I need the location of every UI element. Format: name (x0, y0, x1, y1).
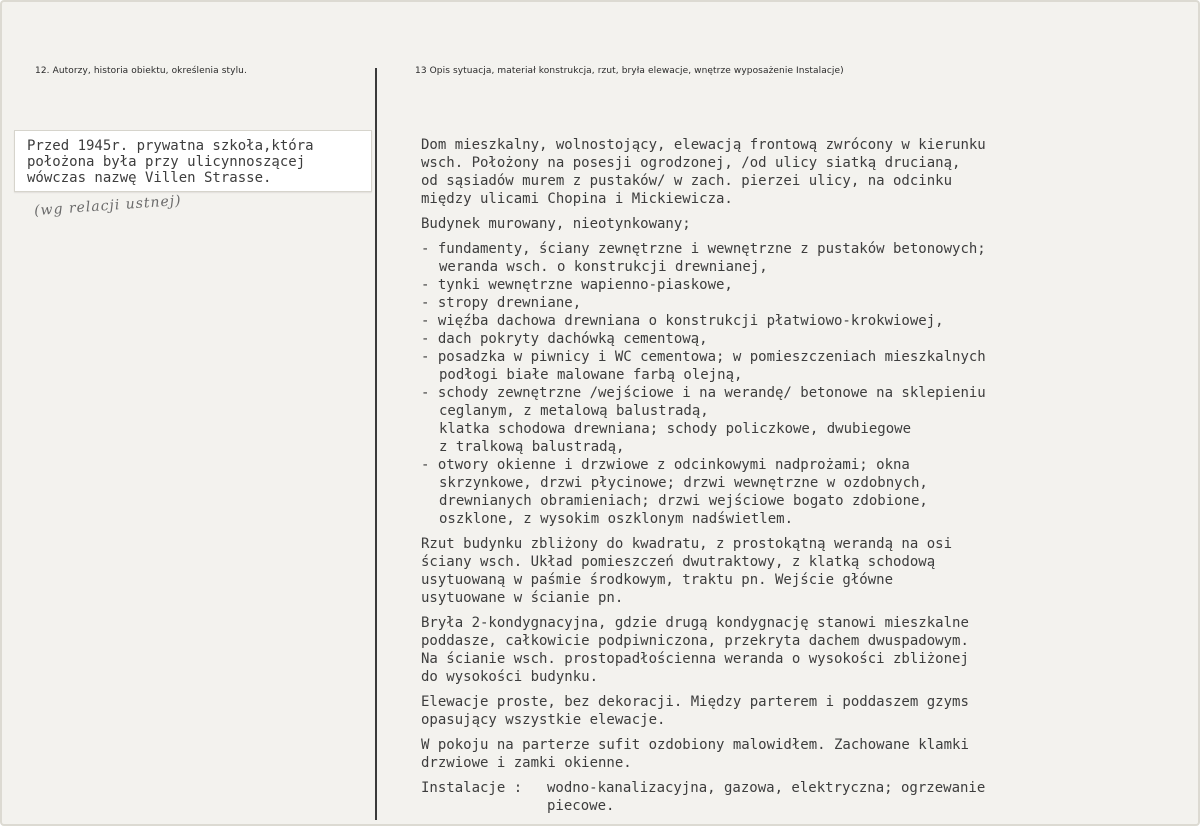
text-line: wodno-kanalizacyjna, gazowa, elektryczna; ogrzewanie (547, 780, 986, 796)
description-section (421, 136, 1191, 815)
interior-paragraph (421, 736, 1191, 772)
column-divider (375, 68, 377, 820)
intro-paragraph (421, 136, 1191, 208)
list-item-continuation: drewnianych obramieniach; drzwi wejściowe bogato zdobione, (439, 493, 928, 509)
history-line: położona była przy ulicynnoszącej (27, 154, 306, 170)
list-item-continuation: ceglanym, z metalową balustradą, (439, 403, 709, 419)
text-line: drzwiowe i zamki okienne. (421, 755, 632, 771)
list-item: - więźba dachowa drewniana o konstrukcji płatwiowo-krokwiowej, (421, 313, 944, 329)
text-line: wsch. Położony na posesji ogrodzonej, /od ulicy siatką drucianą, (421, 155, 961, 171)
text-line: poddasze, całkowicie podpiwniczona, przekryta dachem dwuspadowym. (421, 633, 969, 649)
text-line: między ulicami Chopina i Mickiewicza. (421, 191, 733, 207)
section-12-header: 12. Autorzy, historia obiektu, określenia stylu. (35, 66, 247, 76)
text-line: Dom mieszkalny, wolnostojący, elewacją frontową zwrócony w kierunku (421, 137, 986, 153)
list-item: - fundamenty, ściany zewnętrzne i wewnętrzne z pustaków betonowych; (421, 241, 986, 257)
list-item-continuation: weranda wsch. o konstrukcji drewnianej, (439, 259, 768, 275)
plan-paragraph (421, 535, 1191, 607)
installations-block (421, 779, 1191, 815)
list-item: - tynki wewnętrzne wapienno-piaskowe, (421, 277, 733, 293)
list-item: - posadzka w piwnicy i WC cementowa; w pomieszczeniach mieszkalnych (421, 349, 986, 365)
handwritten-note: (wg relacji ustnej) (33, 192, 183, 220)
text-line: usytuowane w ścianie pn. (421, 590, 624, 606)
history-line: wówczas nazwę Villen Strasse. (27, 170, 272, 186)
text-line: opasujący wszystkie elewacje. (421, 712, 666, 728)
list-item: - otwory okienne i drzwiowe z odcinkowymi nadprożami; okna (421, 457, 910, 473)
list-item-continuation: oszklone, z wysokim oszklonym nadświetlem. (439, 511, 794, 527)
list-item: - dach pokryty dachówką cementową, (421, 331, 708, 347)
text-line: Bryła 2-kondygnacyjna, gdzie drugą kondygnację stanowi mieszkalne (421, 615, 969, 631)
list-item-continuation: skrzynkowe, drzwi płycinowe; drzwi wewnętrzne w ozdobnych, (439, 475, 928, 491)
mass-paragraph (421, 614, 1191, 686)
list-item-continuation: klatka schodowa drewniana; schody policzkowe, dwubiegowe (439, 421, 912, 437)
list-item-continuation: podłogi białe malowane farbą olejną, (439, 367, 743, 383)
materials-list (421, 240, 1191, 528)
installations-label: Instalacje : (421, 780, 523, 796)
text-line: do wysokości budynku. (421, 669, 599, 685)
history-label (14, 130, 372, 192)
elevations-paragraph (421, 693, 1191, 729)
text-line: W pokoju na parterze sufit ozdobiony malowidłem. Zachowane klamki (421, 737, 969, 753)
text-line: piecowe. (547, 798, 615, 814)
list-item: - stropy drewniane, (421, 295, 582, 311)
text-line: od sąsiadów murem z pustaków/ w zach. pierzei ulicy, na odcinku (421, 173, 953, 189)
text-line: ściany wsch. Układ pomieszczeń dwutraktowy, z klatką schodową (421, 554, 936, 570)
history-line: Przed 1945r. prywatna szkoła,która (27, 138, 314, 154)
text-line: Elewacje proste, bez dekoracji. Między parterem i poddaszem gzyms (421, 694, 969, 710)
text-line: usytuowaną w paśmie środkowym, traktu pn. Wejście główne (421, 572, 894, 588)
text-line: Na ścianie wsch. prostopadłościenna weranda o wysokości zbliżonej (421, 651, 969, 667)
building-summary: Budynek murowany, nieotynkowany; (421, 216, 691, 232)
list-item-continuation: z tralkową balustradą, (439, 439, 625, 455)
section-13-header: 13 Opis sytuacja, materiał konstrukcja, rzut, bryła elewacje, wnętrze wyposażenie Instalacje) (415, 66, 844, 76)
list-item: - schody zewnętrzne /wejściowe i na werandę/ betonowe na sklepieniu (421, 385, 986, 401)
text-line: Rzut budynku zbliżony do kwadratu, z prostokątną werandą na osi (421, 536, 953, 552)
